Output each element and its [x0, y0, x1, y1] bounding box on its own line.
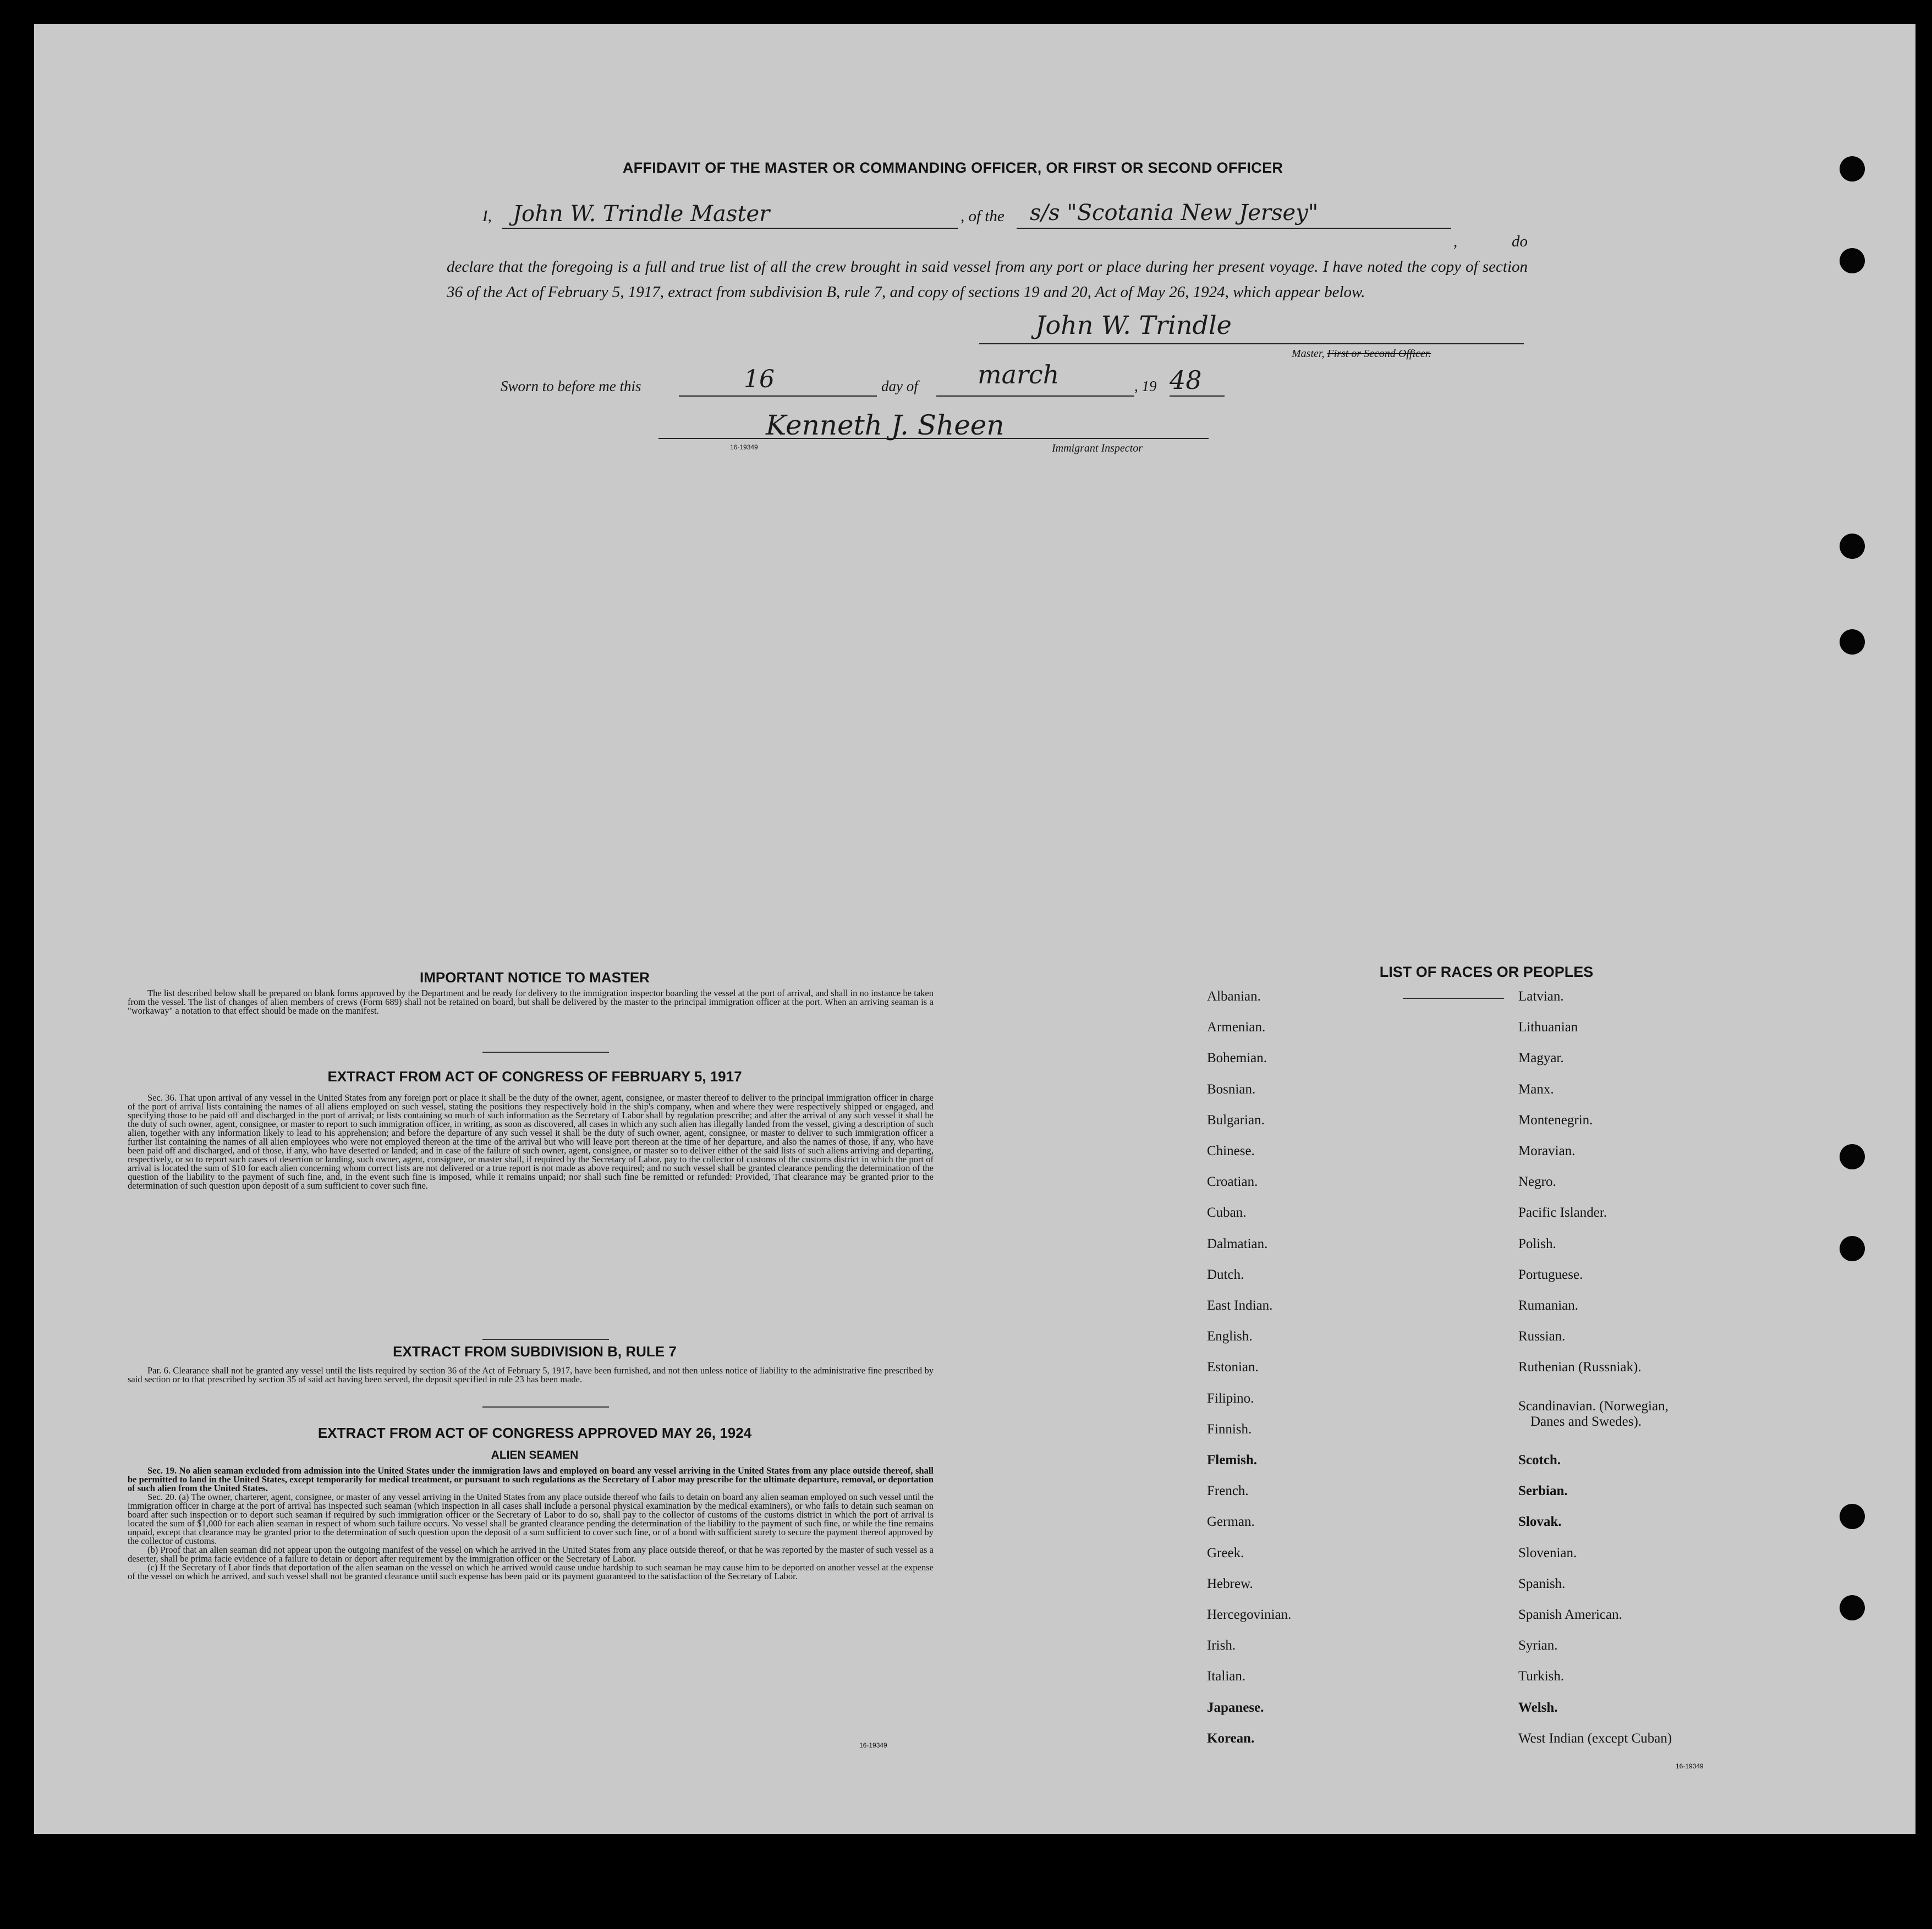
divider — [482, 1406, 609, 1408]
of-the-label: , of the — [960, 207, 1005, 225]
race-item: Manx. — [1518, 1081, 1554, 1097]
race-item: East Indian. — [1207, 1298, 1273, 1313]
master-label — [1292, 348, 1431, 360]
affidavit-title: AFFIDAVIT OF THE MASTER OR COMMANDING OFFICER, OR FIRST OR SECOND OFFICER — [622, 160, 1283, 176]
race-item: Korean. — [1207, 1730, 1255, 1746]
year-line — [1170, 395, 1225, 397]
race-item: Croatian. — [1207, 1174, 1258, 1190]
race-item: Slovenian. — [1518, 1545, 1577, 1560]
race-item: Greek. — [1207, 1545, 1244, 1560]
race-item: Bohemian. — [1207, 1051, 1267, 1066]
race-item: Hebrew. — [1207, 1576, 1253, 1591]
divider — [482, 1052, 609, 1053]
document-page — [34, 24, 1915, 1834]
race-item: Syrian. — [1518, 1638, 1558, 1653]
race-item: Polish. — [1518, 1236, 1556, 1251]
race-item: Latvian. — [1518, 989, 1564, 1004]
race-item: Danes and Swedes). — [1530, 1414, 1642, 1429]
race-item: Montenegrin. — [1518, 1112, 1593, 1128]
sec-19-paragraph: Sec. 19. No alien seaman excluded from admission into the United States under the immigration laws and employed on board any vessel arriving in the United States from any place outside thereof, shall be permitted to land in the United States, except temporarily for medical treatment, or pursuant to such regulations as the Secretary of Labor may prescribe for the ultimate departure, removal, or deportation of such alien from the United States. — [128, 1465, 934, 1493]
punch-hole — [1840, 534, 1865, 559]
punch-hole — [1840, 1144, 1865, 1169]
race-item: Dutch. — [1207, 1267, 1244, 1282]
race-item: Filipino. — [1207, 1391, 1254, 1406]
alien-seamen-subtitle: ALIEN SEAMEN — [491, 1449, 579, 1461]
race-item: Portuguese. — [1518, 1267, 1583, 1282]
punch-hole — [1840, 248, 1865, 273]
i-label: I, — [482, 207, 492, 225]
race-item: Spanish. — [1518, 1576, 1566, 1591]
race-item: Japanese. — [1207, 1700, 1264, 1715]
punch-hole — [1840, 1504, 1865, 1529]
master-signature: John W. Trindle — [1035, 310, 1232, 340]
day-line — [679, 395, 877, 397]
races-title: LIST OF RACES OR PEOPLES — [1379, 964, 1594, 980]
form-number-notice: 16-19349 — [859, 1741, 887, 1749]
race-item: Spanish American. — [1518, 1607, 1622, 1622]
extract-1924-text — [128, 1466, 934, 1581]
sec-20a-paragraph: Sec. 20. (a) The owner, charterer, agent, consignee, or master of any vessel arriving in the United States from any place outside thereof who fails to detain on board any alien seaman employed on such vessel until the immigration officer in charge at the port of arrival has inspected such seaman (which inspection in all cases shall include a personal physical examination by the medical examiners), or who fails to detain such seaman on board after such inspection or to deport such seaman if required by such immigration officer or the Secretary of Labor to do so, shall pay to the collector of customs of the customs district in which the port of arrival is located the sum of $1,000 for each alien seaman in respect of whom such failure occurs. No vessel shall be granted clearance pending the determination of the liability to the payment of such fine, or while the fine remains unpaid, except that clearance may be granted prior to the determination of such question upon the deposit of a sum sufficient to cover such fine, or of a bond with sufficient surety to secure the payment thereof approved by the collector of customs. — [128, 1492, 934, 1546]
race-item: Pacific Islander. — [1518, 1205, 1607, 1221]
race-item: Welsh. — [1518, 1700, 1558, 1715]
race-item: Italian. — [1207, 1669, 1246, 1684]
sec-20c-paragraph: (c) If the Secretary of Labor finds that deportation of the alien seaman on the vessel on which he arrived would cause undue hardship to such seaman he may cause him to be deported on another vessel at the expense of the vessel on which he arrived, and such vessel shall not be granted clearance until such expense has been paid or its payment guaranteed to the satisfaction of the Secretary of Labor. — [128, 1562, 934, 1581]
master-signature-line — [979, 343, 1524, 344]
race-item: Serbian. — [1518, 1483, 1568, 1499]
section-36-paragraph: Sec. 36. That upon arrival of any vessel in the United States from any foreign port or place it shall be the duty of the owner, agent, consignee, or master thereof to deliver to the principal immigration officer in charge of the port of arrival lists containing the names of all aliens employed on such vessel, stating the positions they respectively hold in the ship's company, when and where they were respectively shipped or engaged, and specifying those to be paid off and discharged in the port of arrival; or lists containing so much of such information as the Secretary of Labor shall by regulation prescribe; and after the arrival of any such vessel it shall be the duty of such owner, agent, consignee, or master to report to such immigration officer, in writing, as soon as discovered, all cases in which any such alien has illegally landed from the vessel, giving a description of such alien, together with any information likely to lead to his apprehension; and before the departure of any such vessel it shall be the duty of such owner, agent, consignee, or master to deliver to such immigration officer a further list containing the names of all alien employees who were not employed thereon at the time of the arrival but who will leave port thereon at the time of her departure, and also the names of those, if any, who have been paid off and discharged, and of those, if any, who have deserted or landed; and in case of the failure of such owner, agent, consignee, or master so to deliver either of the said lists of such aliens arriving and departing, respectively, or so to report such cases of desertion or landing, such owner, agent, consignee, or master shall, if required by the Secretary of Labor, pay to the collector of customs of the customs district in which the port of arrival is located the sum of $10 for each alien concerning whom correct lists are not delivered or a true report is not made as above required; and no such vessel shall be granted clearance pending the determination of the question of the liability to the payment of such fine, and, in the event such fine is imposed, while it remains unpaid; nor shall such fine be remitted or refunded: Provided, That clearance may be granted prior to the determination of such question upon deposit of a sum sufficient to cover such fine. — [128, 1092, 934, 1191]
race-item: German. — [1207, 1514, 1255, 1530]
notice-text — [128, 989, 934, 1015]
race-item: French. — [1207, 1483, 1249, 1499]
handwritten-year: 48 — [1170, 365, 1202, 395]
notice-title: IMPORTANT NOTICE TO MASTER — [420, 969, 650, 986]
master-label-text: Master, — [1292, 348, 1327, 360]
inspector-label: Immigrant Inspector — [1052, 442, 1143, 454]
race-item: Magyar. — [1518, 1051, 1564, 1066]
month-line — [936, 395, 1134, 397]
race-item: Lithuanian — [1518, 1020, 1578, 1035]
race-item: Irish. — [1207, 1638, 1236, 1653]
punch-hole — [1840, 1595, 1865, 1620]
handwritten-month: march — [978, 360, 1060, 389]
race-item: West Indian (except Cuban) — [1518, 1730, 1672, 1746]
extract-1924-title: EXTRACT FROM ACT OF CONGRESS APPROVED MAY 26, 1924 — [317, 1425, 752, 1441]
form-number-races: 16-19349 — [1676, 1762, 1704, 1770]
race-item: Hercegovinian. — [1207, 1607, 1292, 1622]
race-item: Ruthenian (Russniak). — [1518, 1360, 1642, 1375]
form-number: 16-19349 — [730, 443, 758, 451]
notice-paragraph: The list described below shall be prepared on blank forms approved by the Department and be ready for delivery to the immigration inspector boarding the vessel at the port of arrival, and shall in no instance be taken from the vessel. The list of changes of alien members of crews (Form 689) shall not be retained on board, but shall be delivered by the master to the principal immigration officer at the port. When an arriving seaman is a "workaway" a notation to that effect should be made on the manifest. — [128, 988, 934, 1016]
race-item: Scotch. — [1518, 1453, 1561, 1468]
handwritten-day: 16 — [744, 365, 775, 393]
year-prefix: , 19 — [1134, 378, 1157, 394]
race-item: Cuban. — [1207, 1205, 1247, 1221]
handwritten-master-name: John W. Trindle Master — [513, 201, 770, 227]
race-item: Estonian. — [1207, 1360, 1259, 1375]
punch-hole — [1840, 156, 1865, 182]
extract-1917-title: EXTRACT FROM ACT OF CONGRESS OF FEBRUARY 5, 1917 — [327, 1068, 742, 1085]
race-item: Finnish. — [1207, 1421, 1252, 1437]
punch-hole — [1840, 629, 1865, 655]
punch-hole — [1840, 1236, 1865, 1261]
race-item: Slovak. — [1518, 1514, 1562, 1530]
race-item: Scandinavian. (Norwegian, — [1518, 1398, 1668, 1414]
subdivision-title: EXTRACT FROM SUBDIVISION B, RULE 7 — [393, 1343, 677, 1360]
race-item: Turkish. — [1518, 1669, 1565, 1684]
race-item: Moravian. — [1518, 1144, 1576, 1158]
race-item: Negro. — [1518, 1174, 1556, 1190]
race-item: Chinese. — [1207, 1144, 1255, 1158]
extract-1917-text — [128, 1093, 934, 1190]
divider — [1403, 998, 1504, 999]
subdivision-text — [128, 1366, 934, 1384]
struck-officer-label: First or Second Officer. — [1327, 348, 1431, 360]
race-item: Bosnian. — [1207, 1081, 1256, 1097]
race-item: Dalmatian. — [1207, 1236, 1268, 1251]
sworn-label: Sworn to before me this — [501, 378, 641, 394]
race-item: Bulgarian. — [1207, 1112, 1265, 1128]
race-item: Russian. — [1518, 1329, 1566, 1344]
race-item: Armenian. — [1207, 1020, 1266, 1035]
inspector-signature: Kenneth J. Sheen — [766, 409, 1005, 441]
par-6-paragraph: Par. 6. Clearance shall not be granted any vessel until the lists required by section 36 of the Act of February 5, 1917, have been furnished, and not then unless notice of liability to the administrative fine prescribed by said section or to that prescribed by section 35 of said act having been served, the deposit specified in rule 23 has been made. — [128, 1365, 934, 1384]
race-item: Rumanian. — [1518, 1298, 1579, 1313]
affidavit-body: , do declare that the foregoing is a full and true list of all the crew brought in said vessel from any port or place during her present voyage. I have noted the copy of section 36 of the Act of February 5, 1917, extract from subdivision B, rule 7, and copy of sections 19 and 20, Act of May 26, 1924, which appear below. — [447, 233, 1528, 301]
handwritten-vessel-name: s/s "Scotania New Jersey" — [1030, 200, 1319, 226]
race-item: English. — [1207, 1329, 1253, 1344]
sec-20b-paragraph: (b) Proof that an alien seaman did not appear upon the outgoing manifest of the vessel on which he arrived in the United States from any place outside thereof, or that he was reported by the master of such vessel as a deserter, shall be prima facie evidence of a failure to detain or deport after requirement by the immigration officer or the Secretary of Labor. — [128, 1545, 934, 1564]
race-item: Albanian. — [1207, 989, 1261, 1004]
divider — [482, 1339, 609, 1340]
inspector-signature-line — [658, 438, 1209, 439]
race-item: Flemish. — [1207, 1453, 1257, 1468]
day-of-label: day of — [881, 378, 918, 394]
